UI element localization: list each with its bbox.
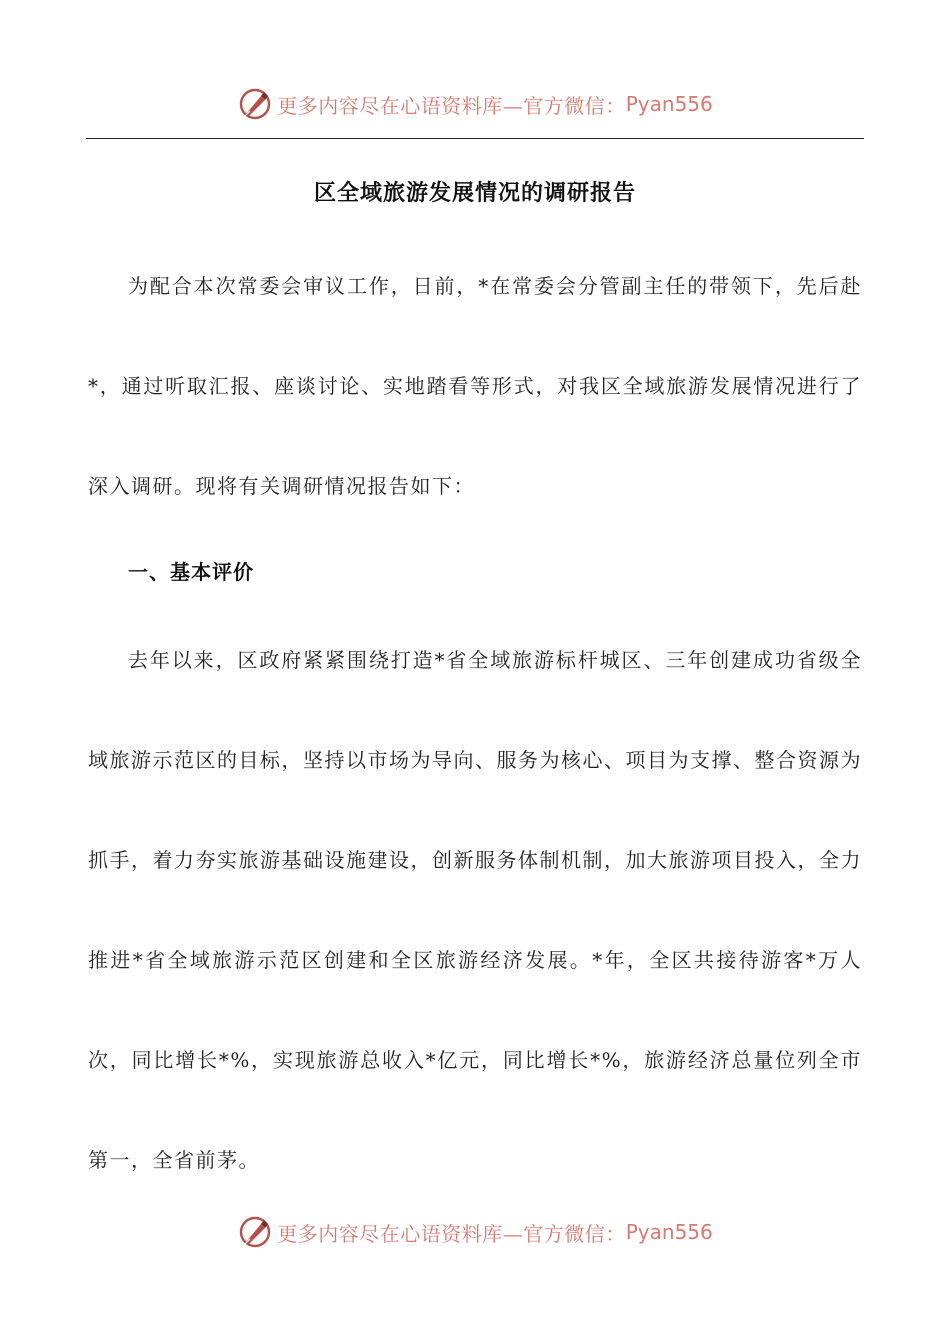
footer-watermark-banner (0, 1210, 950, 1254)
section-heading-basic-evaluation: 一、基本评价 (128, 560, 254, 584)
paragraph-intro: 为配合本次常委会审议工作，日前，*在常委会分管副主任的带领下，先后赴*，通过听取汇报、座谈讨论、实地踏看等形式，对我区全域旅游发展情况进行了深入调研。现将有关调研情况报告如下： (88, 274, 862, 498)
watermark-text: 更多内容尽在心语资料库—官方微信： (277, 93, 626, 118)
pen-nib-icon (237, 1214, 273, 1250)
header-divider (86, 138, 864, 139)
paragraph-basic-evaluation: 去年以来，区政府紧紧围绕打造*省全域旅游标杆城区、三年创建成功省级全域旅游示范区的目标，坚持以市场为导向、服务为核心、项目为支撑、整合资源为抓手，着力夯实旅游基础设施建设，创新服务体制机制，加大旅游项目投入，全力推进*省全域旅游示范区创建和全区旅游经济发展。*年，全区共接待游客*万人次，同比增长*%，实现旅游总收入*亿元，同比增长*%，旅游经济总量位列全市第一，全省前茅。 (88, 648, 862, 1172)
pen-nib-icon (237, 86, 273, 122)
watermark-wechat-id: Pyan556 (625, 1220, 713, 1244)
watermark-wechat-id: Pyan556 (625, 92, 713, 116)
header-watermark-banner (0, 82, 950, 126)
document-title: 区全域旅游发展情况的调研报告 (313, 181, 636, 206)
watermark-text: 更多内容尽在心语资料库—官方微信： (277, 1221, 626, 1246)
